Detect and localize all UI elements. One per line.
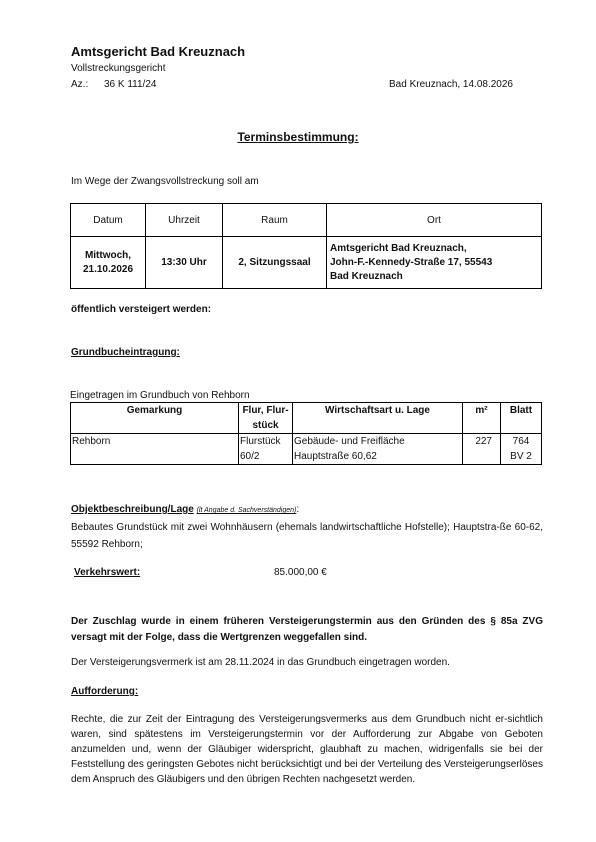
gemarkung-value: Rehborn xyxy=(71,434,239,465)
blatt-value xyxy=(501,434,542,465)
object-heading-colon: : xyxy=(296,504,300,515)
place-line-2: John-F.-Kennedy-Straße 17, 55543 xyxy=(330,256,493,268)
aufforderung-text: Rechte, die zur Zeit der Eintragung des Versteigerungsvermerks aus dem Grundbuch nicht er-sichtlich waren, sind spätestens im Versteigerungstermin vor der Aufforderung zur Abgabe von Geboten anzumelden und, wenn der Gläubiger widerspricht, glaubhaft zu machen, widrigenfalls sie bei der Feststellung des geringsten Gebotes nicht berücksichtigt und bei der Verteilung des Versteigerungserlöses dem Anspruch des Gläubigers und den übrigen Rechten nachgesetzt werden. xyxy=(71,714,543,785)
market-value-label: Verkehrswert: xyxy=(74,567,141,578)
appointment-place xyxy=(327,237,542,289)
header-datum: Datum xyxy=(71,204,146,237)
grundbuch-table xyxy=(70,402,542,465)
document-title: Terminsbestimmung: xyxy=(237,130,359,144)
auction-statement: öffentlich versteigert werden: xyxy=(71,304,212,315)
appointment-table-row xyxy=(71,237,542,289)
place-line-3: Bad Kreuznach xyxy=(330,270,403,282)
header-qm: m² xyxy=(463,403,501,434)
aufforderung-heading: Aufforderung: xyxy=(71,686,139,697)
place-and-date: Bad Kreuznach, 14.08.2026 xyxy=(389,79,513,90)
grundbuch-table-row xyxy=(71,434,542,465)
header-wirtschaftsart: Wirtschaftsart u. Lage xyxy=(293,403,463,434)
appointment-time: 13:30 Uhr xyxy=(146,237,223,289)
header-flur xyxy=(239,403,293,434)
header-raum: Raum xyxy=(223,204,327,237)
appointment-table xyxy=(70,203,542,289)
grundbuch-table-header xyxy=(71,403,542,434)
grundbuch-intro: Eingetragen im Grundbuch von Rehborn xyxy=(70,390,250,401)
appointment-room: 2, Sitzungssaal xyxy=(223,237,327,289)
appointment-weekday: Mittwoch, xyxy=(84,249,132,261)
appointment-date-value: 21.10.2026 xyxy=(82,263,134,275)
object-heading-note: (lt Angabe d. Sachverständigen) xyxy=(196,507,297,514)
flur-line-1: Flurstück xyxy=(240,436,281,447)
grundbuch-heading: Grundbucheintragung: xyxy=(71,347,180,358)
art-line-1: Gebäude- und Freifläche xyxy=(294,436,405,447)
zuschlag-note: Der Zuschlag wurde in einem früheren Versteigerungstermin aus den Gründen des § 85a ZVG versagt mit der Folge, dass die Wertgrenzen weggefallen sind. xyxy=(71,616,543,643)
blatt-line-2: BV 2 xyxy=(510,451,532,462)
file-number: 36 K 111/24 xyxy=(104,79,157,90)
blatt-line-1: 764 xyxy=(512,436,530,447)
vermerk-note: Der Versteigerungsvermerk ist am 28.11.2024 in das Grundbuch eingetragen worden. xyxy=(71,657,450,668)
object-heading-label: Objektbeschreibung/Lage xyxy=(71,504,194,515)
art-line-2: Hauptstraße 60,62 xyxy=(294,451,377,462)
court-name: Amtsgericht Bad Kreuznach xyxy=(71,44,246,59)
header-ort: Ort xyxy=(327,204,542,237)
header-blatt: Blatt xyxy=(501,403,542,434)
appointment-table-header xyxy=(71,204,542,237)
intro-text: Im Wege der Zwangsvollstreckung soll am xyxy=(71,176,259,187)
court-department: Vollstreckungsgericht xyxy=(71,63,166,74)
object-description: Bebautes Grundstück mit zwei Wohnhäusern (ehemals landwirtschaftliche Hofstelle); Hauptstra-ße 60-62, 55592 Rehborn; xyxy=(71,522,543,550)
flur-value xyxy=(239,434,293,465)
header-gemarkung: Gemarkung xyxy=(71,403,239,434)
place-line-1: Amtsgericht Bad Kreuznach, xyxy=(330,242,467,254)
flur-line-2: 60/2 xyxy=(240,451,260,462)
wirtschaftsart-value xyxy=(293,434,463,465)
market-value: 85.000,00 € xyxy=(274,567,327,578)
appointment-date xyxy=(71,237,146,289)
qm-value: 227 xyxy=(463,434,501,465)
object-heading xyxy=(71,504,299,515)
header-flur-line-2: stück xyxy=(252,420,279,431)
file-number-label: Az.: xyxy=(71,79,89,90)
header-uhrzeit: Uhrzeit xyxy=(146,204,223,237)
header-flur-line-1: Flur, Flur- xyxy=(242,405,289,416)
